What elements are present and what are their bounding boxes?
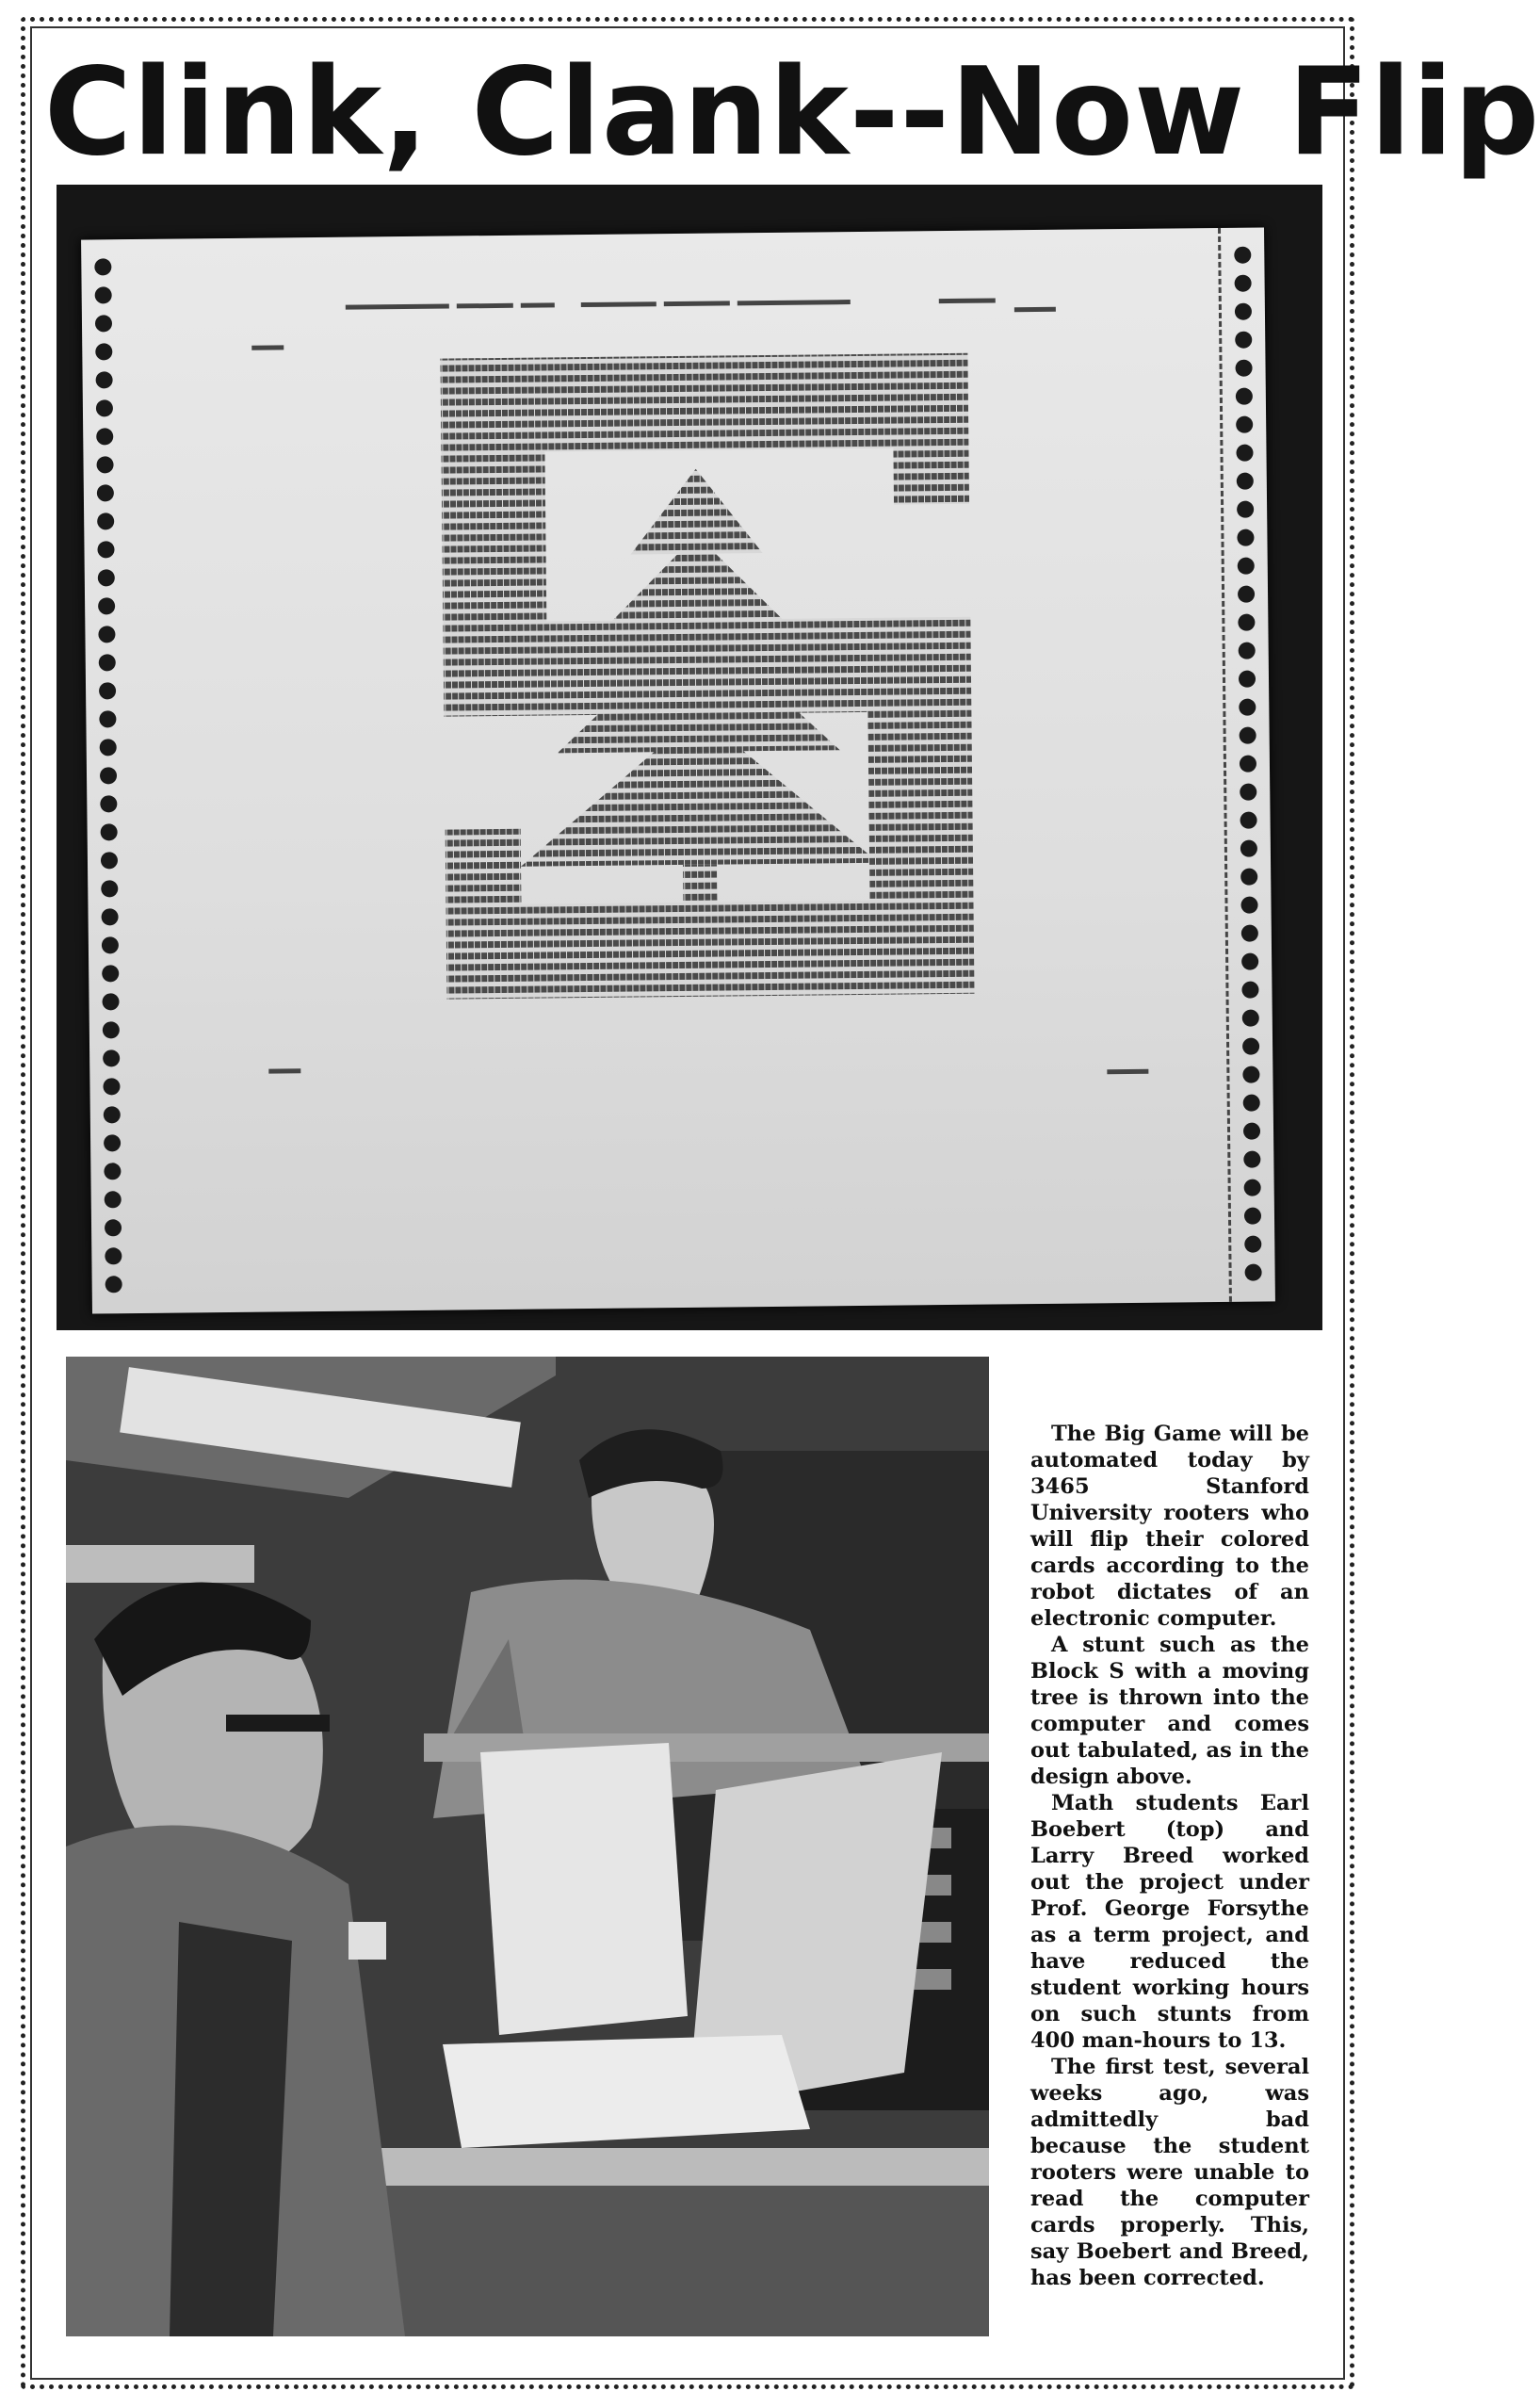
tractor-hole — [1240, 727, 1256, 744]
tractor-hole — [1240, 869, 1257, 886]
tractor-hole — [1237, 473, 1254, 490]
caption-paragraph: Math students Earl Boebert (top) and Larry Breed worked out the project under Prof. George Forsythe as a term project, and have reduced the student working hours on such stunts from 400 man-hours to 13. — [1030, 1791, 1309, 2053]
students-photo-image — [66, 1357, 989, 2336]
tractor-hole — [1241, 925, 1258, 942]
tractor-hole — [1236, 416, 1253, 433]
tractor-hole — [95, 286, 112, 303]
tractor-hole — [99, 682, 116, 699]
tractor-hole — [1236, 388, 1253, 405]
tractor-hole — [96, 428, 113, 445]
tractor-hole — [1235, 332, 1252, 349]
tractor-hole — [96, 371, 113, 388]
tractor-hole — [104, 1134, 121, 1151]
tractor-hole — [1240, 840, 1257, 857]
tractor-hole — [1244, 1208, 1261, 1225]
tractor-hole — [105, 1191, 122, 1208]
tractor-hole — [98, 597, 115, 614]
caption-paragraph: The Big Game will be automated today by 3465 Stanford University rooters who will flip their colored cards according to the robot dictates of an electronic computer. — [1030, 1422, 1309, 1631]
tractor-hole — [1238, 586, 1255, 603]
tractor-hole — [1236, 445, 1253, 462]
photo-caption — [1030, 1421, 1309, 2291]
tractor-hole — [101, 852, 118, 869]
tractor-hole — [1239, 671, 1256, 688]
tractor-hole — [1237, 501, 1254, 518]
tractor-hole — [96, 456, 113, 473]
tractor-hole — [100, 795, 117, 812]
printout-mark-top-left — [251, 343, 289, 353]
printout-header-text — [336, 294, 1014, 317]
tractor-hole — [97, 541, 114, 558]
printout-mark-top-right — [1014, 305, 1062, 317]
tractor-hole — [105, 1276, 122, 1293]
tractor-hole — [99, 654, 116, 671]
printout-header-marks — [336, 294, 1014, 315]
tractor-hole — [101, 908, 118, 925]
tractor-hole — [1245, 1264, 1262, 1281]
tractor-hole — [102, 936, 119, 953]
tractor-hole — [100, 767, 117, 784]
tractor-hole — [1244, 1236, 1261, 1253]
tractor-holes-left — [94, 239, 128, 1313]
tractor-hole — [105, 1247, 122, 1264]
headline: Clink, Clank--Now Flip — [43, 42, 1540, 183]
tractor-hole — [1241, 982, 1258, 999]
tractor-hole — [102, 965, 119, 982]
paper-perforation — [1218, 228, 1238, 1302]
tractor-hole — [96, 399, 113, 416]
tractor-hole — [94, 258, 111, 275]
tractor-hole — [1243, 1123, 1260, 1140]
tractor-hole — [105, 1219, 122, 1236]
tractor-hole — [1235, 360, 1252, 377]
tractor-hole — [1235, 275, 1252, 292]
tractor-hole — [1241, 953, 1258, 970]
tractor-hole — [1242, 1010, 1259, 1027]
caption-paragraph: A stunt such as the Block S with a moving tree is thrown into the computer and comes out tabulated, as in the design above. — [1030, 1633, 1309, 1789]
tractor-hole — [95, 343, 112, 360]
tractor-hole — [1242, 1038, 1259, 1055]
tractor-hole — [1243, 1151, 1260, 1168]
printout-mark-bottom-left — [268, 1066, 306, 1077]
tractor-hole — [98, 569, 115, 586]
tractor-hole — [1234, 247, 1251, 264]
tractor-hole — [95, 315, 112, 332]
printout-photo — [57, 185, 1322, 1330]
tractor-hole — [102, 993, 119, 1010]
tractor-hole — [97, 484, 114, 501]
tractor-hole — [101, 880, 118, 897]
tractor-hole — [103, 1021, 120, 1038]
caption-paragraph: The first test, several weeks ago, was admittedly bad because the student rooters were unable to read the computer cards properly. This, say Boebert and Breed, has been corrected. — [1030, 2055, 1309, 2290]
tractor-hole — [1240, 784, 1256, 801]
block-s-design — [402, 334, 1013, 1028]
printout-paper — [81, 227, 1275, 1313]
students-photo — [66, 1357, 989, 2336]
tractor-hole — [100, 739, 117, 756]
tractor-hole — [98, 626, 115, 643]
tractor-hole — [103, 1078, 120, 1095]
tractor-hole — [1235, 303, 1252, 320]
tractor-hole — [99, 710, 116, 727]
tractor-hole — [1244, 1180, 1261, 1196]
tractor-hole — [1239, 643, 1256, 659]
tractor-hole — [1240, 756, 1256, 773]
tractor-hole — [1242, 1066, 1259, 1083]
tractor-hole — [104, 1163, 121, 1180]
tractor-hole — [97, 513, 114, 529]
tractor-hole — [1238, 558, 1255, 575]
tractor-hole — [1243, 1095, 1260, 1112]
tractor-hole — [1240, 812, 1256, 829]
tractor-hole — [1238, 614, 1255, 631]
printout-mark-bottom-right — [1107, 1067, 1154, 1079]
tractor-hole — [104, 1106, 121, 1123]
tractor-holes-right — [1234, 228, 1268, 1302]
tractor-hole — [1237, 529, 1254, 546]
tractor-hole — [101, 823, 118, 840]
tractor-hole — [1240, 897, 1257, 914]
tractor-hole — [1239, 699, 1256, 716]
tractor-hole — [103, 1049, 120, 1066]
